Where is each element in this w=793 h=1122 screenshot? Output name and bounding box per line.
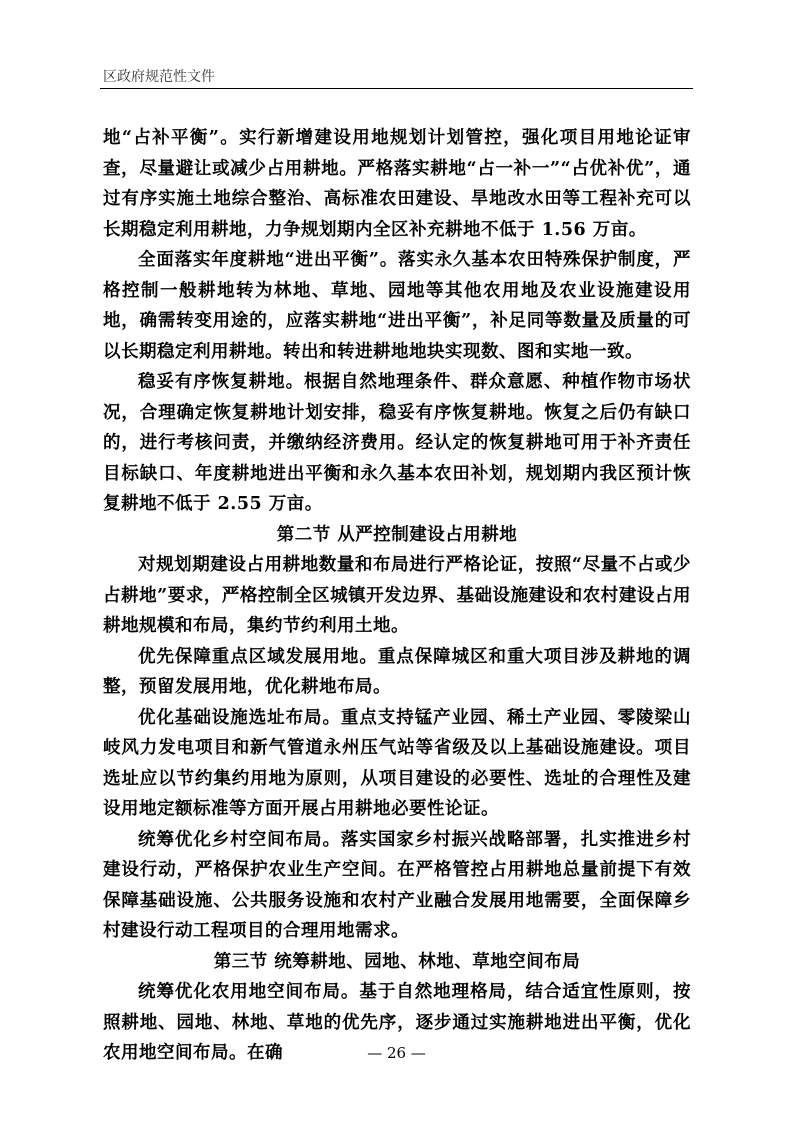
body-content [103,123,691,1069]
paragraph-agricultural-layout: 统筹优化农用地空间布局。基于自然地理格局，结合适宜性原则，按照耕地、园地、林地、草地的优先序，逐步通过实施耕地进出平衡，优化农用地空间布局。在确 [103,982,691,1063]
section-heading-3: 第三节 统筹耕地、园地、林地、草地空间布局 [213,951,581,972]
page-number: — 26 — [367,1044,426,1062]
paragraph-continued: 地“占补平衡”。实行新增建设用地规划计划管控，强化项目用地论证审查，尽量避让或减少占用耕地。严格落实耕地“占一补一”“占优补优”，通过有序实施土地综合整治、高标准农田建设、旱地改水田等工程补充可以长期稳定利用耕地，力争规划期内全区补充耕地不低于 1.56 万亩。 [103,128,691,240]
paragraph-priority-areas: 优先保障重点区域发展用地。重点保障城区和重大项目涉及耕地的调整，预留发展用地，优化耕地布局。 [103,646,691,697]
paragraph-infrastructure: 优化基础设施选址布局。重点支持锰产业园、稀土产业园、零陵梁山岐风力发电项目和新气管道永州压气站等省级及以上基础设施建设。项目选址应以节约集约用地为原则，从项目建设的必要性、选址的合理性及建设用地定额标准等方面开展占用耕地必要性论证。 [103,707,691,819]
running-header: 区政府规范性文件 [103,69,215,85]
paragraph-restore-farmland: 稳妥有序恢复耕地。根据自然地理条件、群众意愿、种植作物市场状况，合理确定恢复耕地计划安排，稳妥有序恢复耕地。恢复之后仍有缺口的，进行考核问责，并缴纳经济费用。经认定的恢复耕地可用于补齐责任目标缺口、年度耕地进出平衡和永久基本农田补划，规划期内我区预计恢复耕地不低于 2.55 万亩。 [103,372,691,514]
paragraph-rural-space: 统筹优化乡村空间布局。落实国家乡村振兴战略部署，扎实推进乡村建设行动，严格保护农业生产空间。在严格管控占用耕地总量前提下有效保障基础设施、公共服务设施和农村产业融合发展用地需要，全面保障乡村建设行动工程项目的合理用地需求。 [103,829,691,941]
section-heading-2: 第二节 从严控制建设占用耕地 [276,524,518,545]
paragraph-strict-control: 对规划期建设占用耕地数量和布局进行严格论证，按照“尽量不占或少占耕地”要求，严格控制全区城镇开发边界、基础设施建设和农村建设占用耕地规模和布局，集约节约利用土地。 [103,555,691,636]
paragraph-year-balance: 全面落实年度耕地“进出平衡”。落实永久基本农田特殊保护制度，严格控制一般耕地转为林地、草地、园地等其他农用地及农业设施建设用地，确需转变用途的，应落实耕地“进出平衡”，补足同等数量及质量的可以长期稳定利用耕地。转出和转进耕地地块实现数、图和实地一致。 [103,250,691,362]
header-divider [100,88,693,89]
